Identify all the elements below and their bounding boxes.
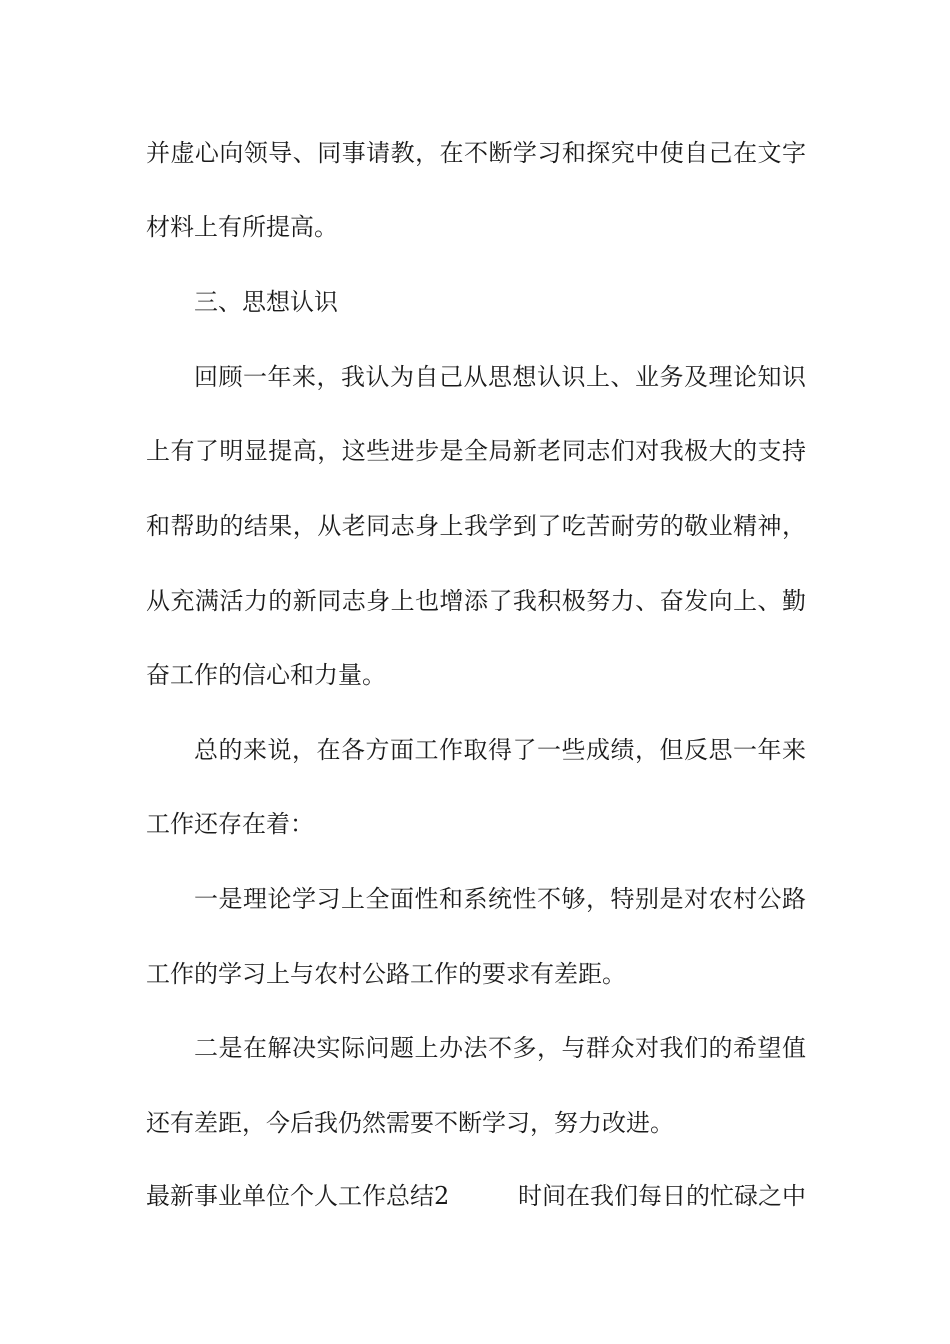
paragraph-line: 总的来说，在各方面工作取得了一些成绩，但反思一年来	[194, 736, 806, 764]
paragraph-line: 奋工作的信心和力量。	[146, 661, 386, 689]
paragraph-line: 材料上有所提高。	[146, 213, 338, 241]
paragraph-line: 并虚心向领导、同事请教，在不断学习和探究中使自己在文字	[146, 139, 806, 167]
paragraph-line: 回顾一年来，我认为自己从思想认识上、业务及理论知识	[194, 363, 806, 391]
paragraph-line: 二是在解决实际问题上办法不多，与群众对我们的希望值	[194, 1034, 806, 1062]
paragraph-line: 和帮助的结果，从老同志身上我学到了吃苦耐劳的敬业精神，	[146, 512, 806, 540]
paragraph-line: 工作还存在着：	[146, 810, 314, 838]
paragraph-line: 还有差距，今后我仍然需要不断学习，努力改进。	[146, 1109, 674, 1137]
paragraph-line: 工作的学习上与农村公路工作的要求有差距。	[146, 960, 626, 988]
paragraph-line: 上有了明显提高，这些进步是全局新老同志们对我极大的支持	[146, 437, 806, 465]
section-opening-text: 时间在我们每日的忙碌之中	[518, 1182, 806, 1210]
paragraph-line: 一是理论学习上全面性和系统性不够，特别是对农村公路	[194, 885, 806, 913]
section-heading: 三、思想认识	[194, 288, 338, 316]
paragraph-line: 从充满活力的新同志身上也增添了我积极努力、奋发向上、勤	[146, 587, 806, 615]
section-title: 最新事业单位个人工作总结2	[146, 1182, 450, 1210]
section-title-row	[146, 1181, 806, 1211]
